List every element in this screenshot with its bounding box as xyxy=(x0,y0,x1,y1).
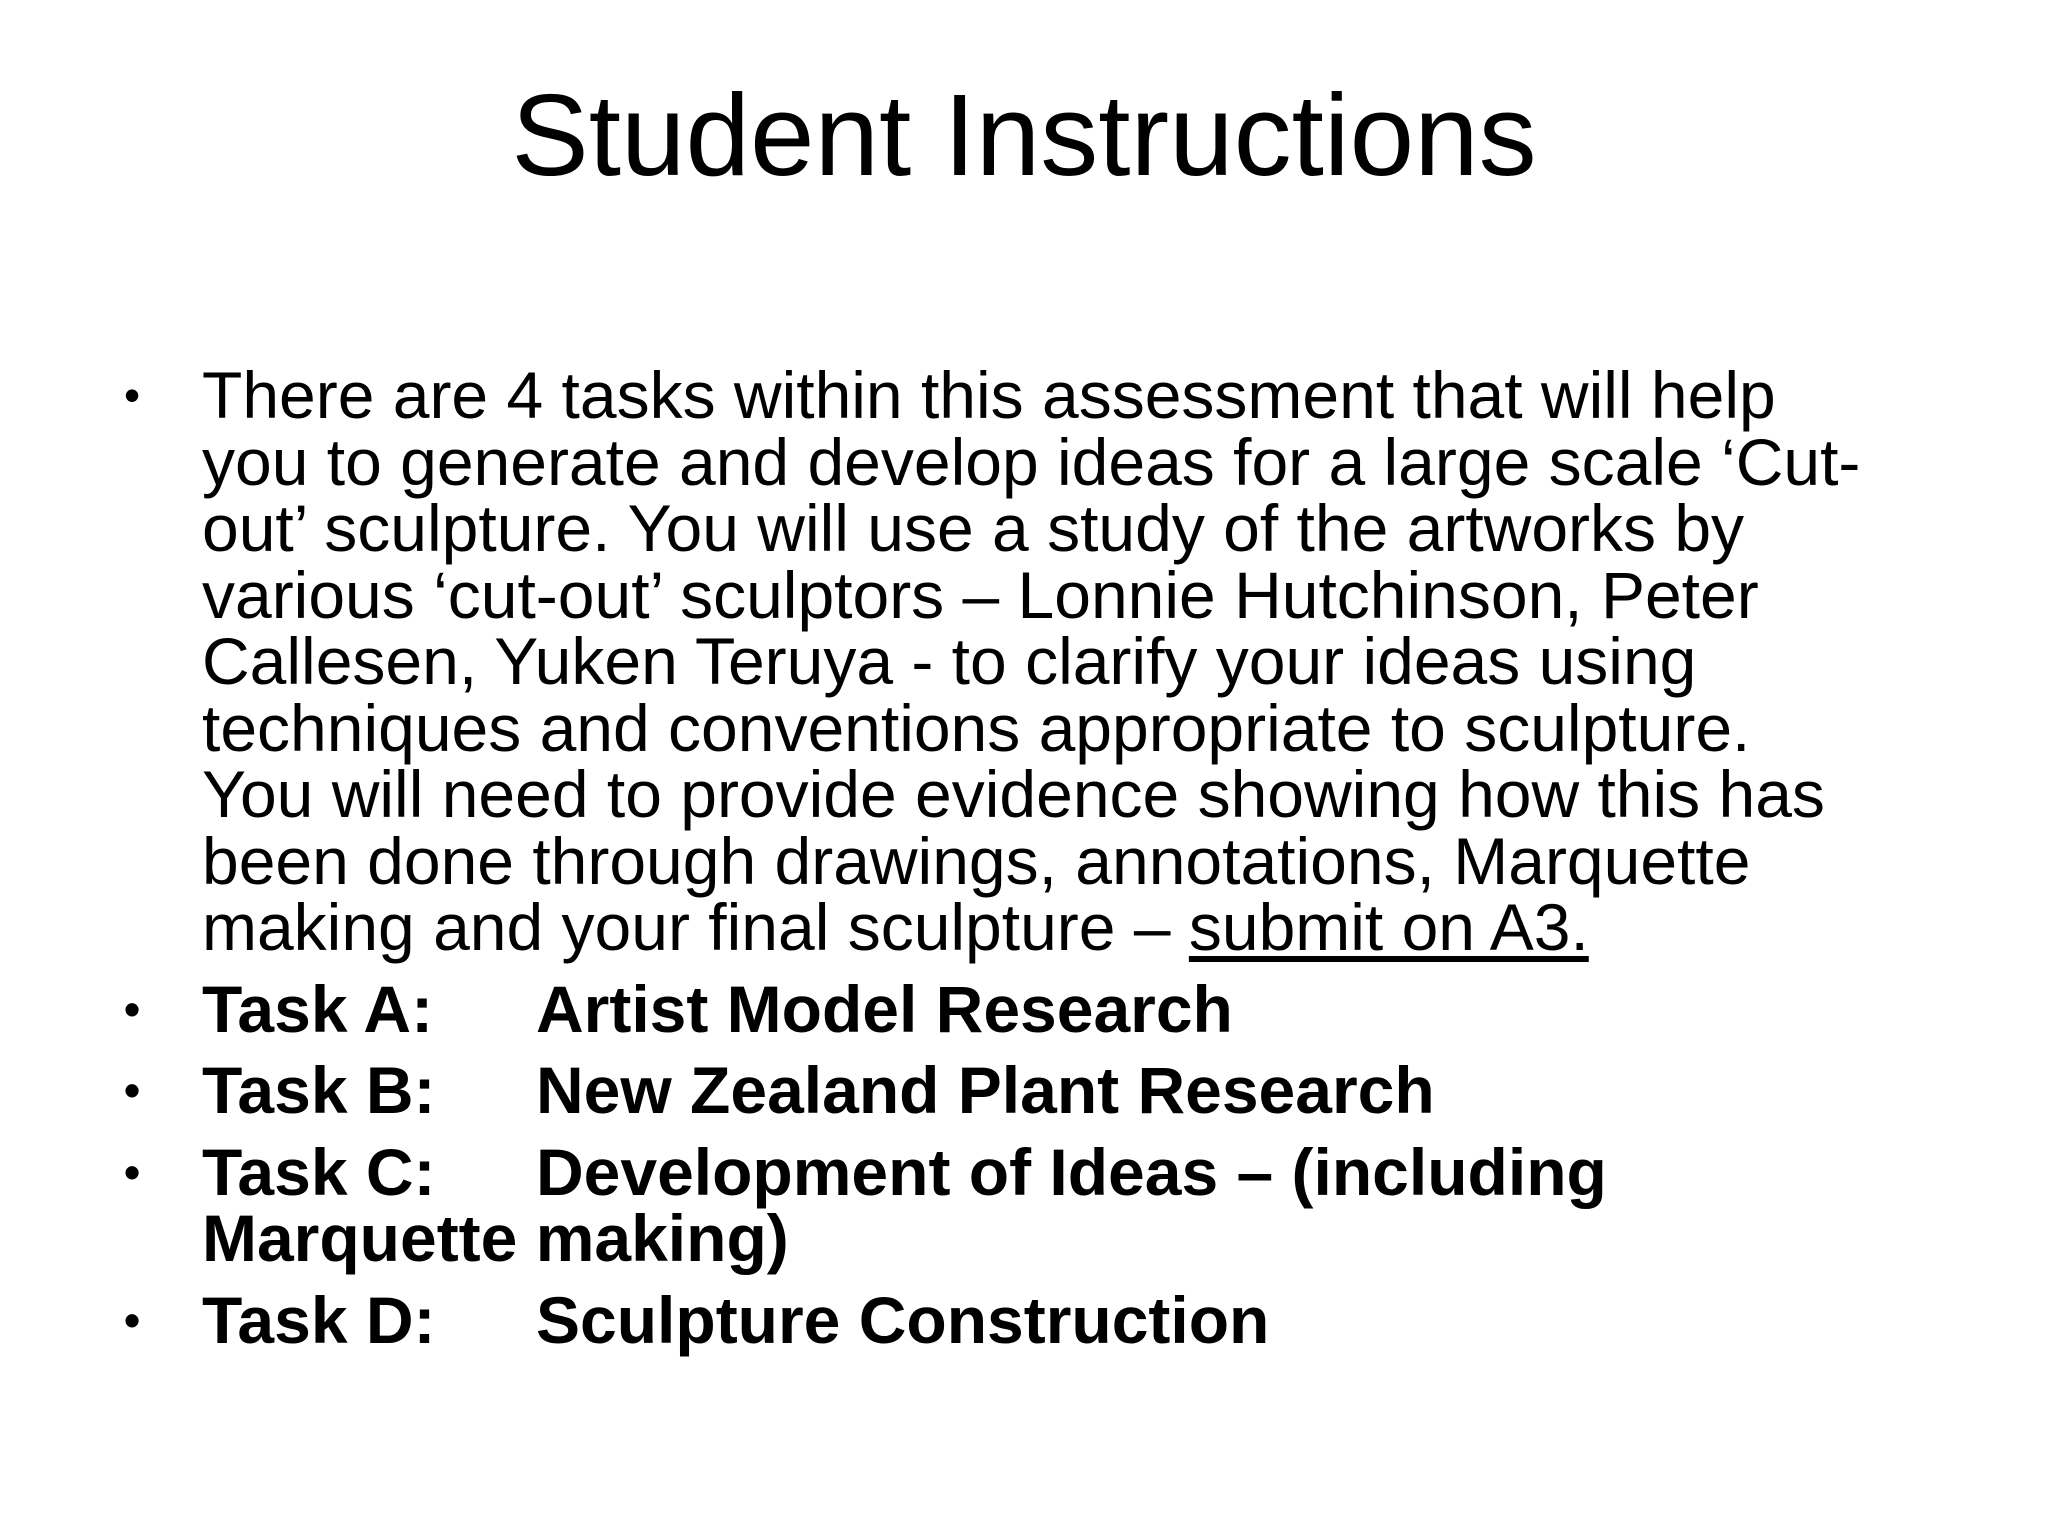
task-title: New Zealand Plant Research xyxy=(536,1053,1435,1127)
intro-line: Callesen, Yuken Teruya - to clarify your ideas using xyxy=(202,624,1697,698)
intro-line: techniques and conventions appropriate to sculpture. xyxy=(202,690,1751,765)
task-title: Artist Model Research xyxy=(536,971,1233,1046)
bullet-icon: • xyxy=(124,1064,141,1116)
bullet-icon: • xyxy=(124,982,141,1035)
task-label: Task A: xyxy=(202,971,434,1046)
task-title: Sculpture Construction xyxy=(536,1282,1270,1357)
task-d-bullet xyxy=(0,1282,1962,1357)
intro-line: you to generate and develop ideas for a large scale ‘Cut- xyxy=(202,424,1861,499)
intro-line: out’ sculpture. You will use a study of the artworks by xyxy=(202,491,1745,565)
task-label: Task D: xyxy=(202,1282,436,1357)
task-label: Task C: xyxy=(202,1134,436,1209)
task-title: Development of Ideas – (including xyxy=(536,1134,1607,1209)
intro-last-line xyxy=(202,890,1962,964)
task-label: Task B: xyxy=(202,1053,436,1127)
intro-last-line-text: making and your final sculpture – xyxy=(202,890,1189,964)
slide-title: Student Instructions xyxy=(511,70,1537,200)
task-b-bullet xyxy=(0,1053,1962,1127)
task-a-bullet xyxy=(0,971,1962,1046)
intro-bullet xyxy=(0,358,1962,964)
submit-note: submit on A3. xyxy=(1188,890,1589,964)
intro-line: various ‘cut-out’ sculptors – Lonnie Hutchinson, Peter xyxy=(202,557,1759,632)
bullet-icon: • xyxy=(124,1293,141,1346)
intro-line: You will need to provide evidence showing how this has xyxy=(202,757,1825,831)
bullet-list xyxy=(0,358,2048,1357)
task-title-continuation: Marquette making) xyxy=(202,1201,789,1275)
bullet-icon: • xyxy=(124,1145,141,1198)
intro-line: There are 4 tasks within this assessment that will help xyxy=(202,358,1776,432)
bullet-icon: • xyxy=(124,369,141,421)
task-c-bullet xyxy=(0,1134,1962,1275)
intro-line: been done through drawings, annotations, Marquette xyxy=(202,823,1751,898)
